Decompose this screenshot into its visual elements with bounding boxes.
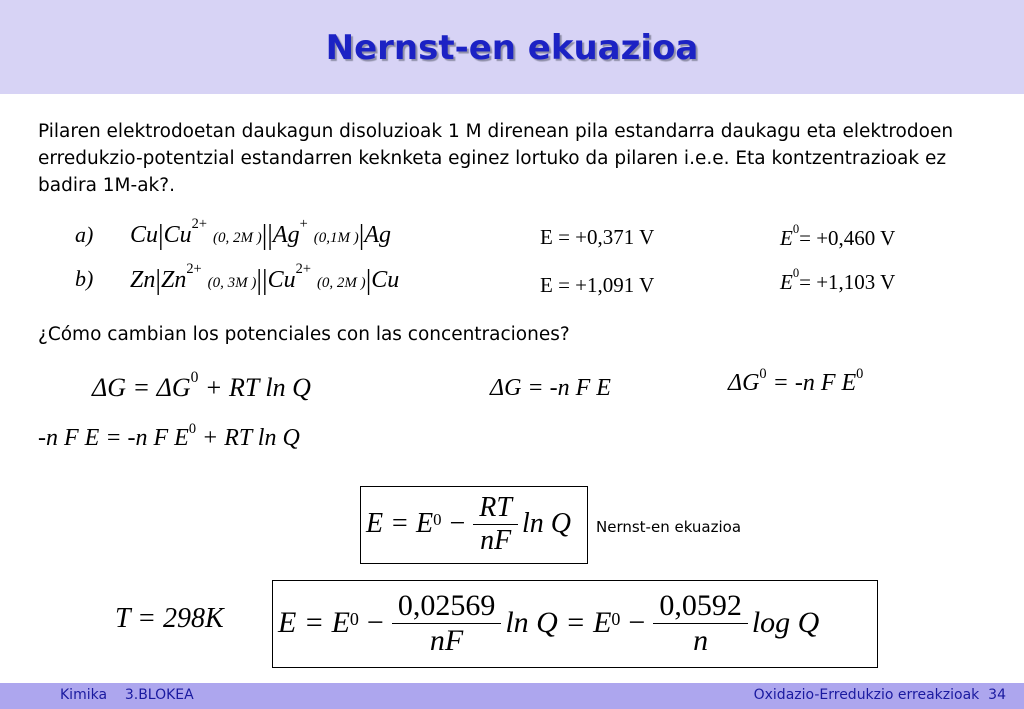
- question-text: ¿Cómo cambian los potenciales con las concentraciones?: [38, 324, 570, 345]
- combined-equation: -n F E = -n F $E^0$ + RT ln Q: [38, 421, 300, 451]
- final-fraction-2: $\frac{0,0592}{n}$: [653, 589, 748, 658]
- cell-a-cathode-charge: +: [299, 216, 308, 232]
- footer-left: Kimika 3.BLOKEA: [60, 687, 194, 703]
- cell-b-cathode-conc: (0, 2M ): [316, 275, 366, 291]
- cell-a-potential: E = +0,371 V: [540, 225, 655, 249]
- phase-boundary: |: [365, 265, 372, 296]
- cell-a-standard-potential: $E^0= +0,460$ V: [780, 222, 896, 250]
- footer-bar: [0, 683, 1024, 709]
- footer-right: Oxidazio-Erredukzio erreakzioak 34: [753, 687, 1006, 703]
- phase-boundary: |: [158, 220, 164, 251]
- final-fraction-1: $\frac{0,02569}{nF}$: [392, 589, 502, 658]
- cell-a-label: a): [75, 222, 94, 247]
- cell-b-cathode: Cu: [371, 267, 400, 293]
- temperature-equation: T = 298K: [115, 603, 224, 634]
- phase-boundary: |: [155, 265, 161, 296]
- phase-boundary: |: [358, 220, 365, 251]
- cell-b-cathode-ion: Cu: [267, 267, 296, 293]
- gibbs-full-equation: $\Delta G = \Delta G^0$ + RT ln Q: [92, 369, 311, 402]
- nernst-equation: E = E $^0$ − $\frac{RT}{nF}$ ln Q: [366, 491, 571, 556]
- cell-a-anode-charge: 2+: [191, 216, 207, 232]
- cell-a-cathode-ion: Ag: [272, 222, 300, 248]
- cell-b-anode-ion: Zn: [160, 267, 187, 293]
- cell-b-anode: Zn: [130, 267, 156, 293]
- cell-b-anode-conc: (0, 3M ): [207, 275, 257, 291]
- cell-a-cathode: Ag: [364, 222, 391, 248]
- nernst-fraction: $\frac{RT}{nF}$: [473, 492, 518, 557]
- salt-bridge: ||: [261, 220, 273, 251]
- intro-paragraph: Pilaren elektrodoetan daukagun disoluzioak 1 M direnean pila estandarra daukagu eta elektrodoen erredukzio-potentzial estandarren keknketa eginez lortuko da pilaren i.e.e. Eta kontzentrazioak ez badira 1M-ak?.: [38, 121, 954, 196]
- final-equation: E = E $^0$ − $\frac{0,02569}{nF}$ ln Q = E $^0$ − $\frac{0,0592}{n}$ log Q: [278, 588, 820, 657]
- cell-a-anode: Cu: [130, 222, 159, 248]
- cell-b-anode-charge: 2+: [186, 261, 202, 277]
- cell-b-cathode-charge: 2+: [295, 261, 311, 277]
- cell-a-notation: [130, 216, 391, 252]
- cell-b-label: b): [75, 266, 94, 291]
- cell-b-standard-potential: $E^0= +1,103$ V: [780, 266, 896, 294]
- salt-bridge: ||: [256, 265, 268, 296]
- slide-title: Nernst-en ekuazioa: [325, 28, 699, 68]
- gibbs-e0-equation: $\Delta G^0 = -n$ F $E^0$: [728, 366, 864, 396]
- gibbs-e-equation: ΔG = -n F E: [490, 375, 611, 401]
- cell-a-cathode-conc: (0,1M ): [313, 230, 359, 246]
- cell-a-anode-ion: Cu: [163, 222, 192, 248]
- nernst-label: Nernst-en ekuazioa: [596, 518, 742, 536]
- cell-a-anode-conc: (0, 2M ): [212, 230, 262, 246]
- cell-b-potential: E = +1,091 V: [540, 273, 655, 297]
- cell-b-notation: [130, 261, 400, 297]
